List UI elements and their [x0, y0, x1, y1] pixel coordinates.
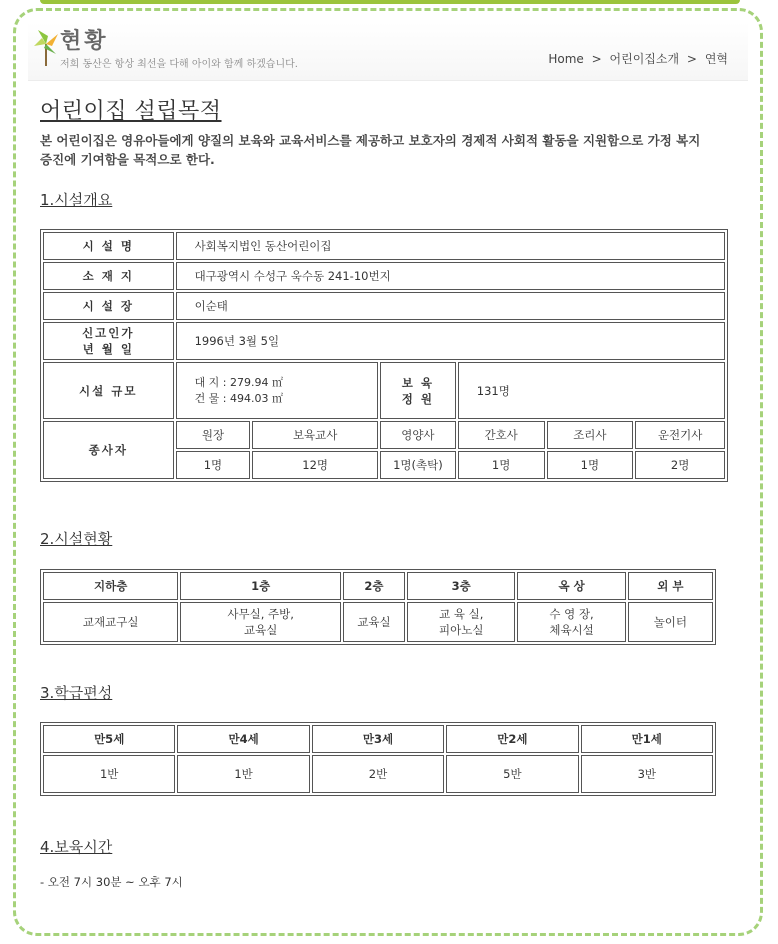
header-subtitle: 저희 동산은 항상 최선을 다해 아이와 함께 하겠습니다.	[60, 59, 298, 70]
address-value: 대구광역시 수성구 욱수동 241-10번지	[176, 262, 725, 290]
size-label: 시설 규모	[43, 362, 174, 419]
capacity-label-line-2: 정 원	[401, 391, 434, 406]
intro-line-1: 본 어린이집은 영유아들에게 양질의 보육와 교육서비스를 제공하고 보호자의 경제적 사회적 활동을 지원함으로 가정 복지	[40, 133, 701, 148]
table-row	[43, 572, 713, 600]
table-row	[43, 322, 725, 360]
pinwheel-icon	[34, 26, 60, 66]
facility-header: 외 부	[628, 572, 713, 600]
breadcrumb-about[interactable]: 어린이집소개	[609, 52, 680, 66]
facility-text: 사무실, 주방,	[227, 607, 294, 621]
table-row	[43, 725, 713, 753]
facility-cell	[517, 602, 625, 642]
date-label	[43, 322, 174, 360]
table-row	[43, 232, 725, 260]
facility-text: 교 육 실,	[439, 607, 484, 621]
date-label-line-1: 신고인가	[82, 326, 135, 340]
name-value: 사회복지법인 동산어린이집	[176, 232, 725, 260]
breadcrumb-home[interactable]: Home	[548, 52, 584, 66]
facility-header: 3층	[407, 572, 515, 600]
land-area: 대 지 : 279.94 ㎡	[194, 375, 283, 389]
classes-table	[40, 722, 716, 796]
staff-count: 1명	[458, 451, 545, 479]
facility-text: 교육실	[357, 615, 391, 629]
facility-header: 2층	[343, 572, 405, 600]
facility-header: 옥 상	[517, 572, 625, 600]
capacity-value: 131명	[458, 362, 725, 419]
section-title-facilities: 2.시설현황	[40, 530, 113, 548]
breadcrumb	[546, 50, 730, 67]
class-header: 만1세	[581, 725, 713, 753]
intro-text	[40, 131, 720, 169]
intro-line-2: 증진에 기여함을 목적으로 한다.	[40, 152, 215, 167]
staff-role: 영양사	[380, 421, 456, 449]
staff-role: 조리사	[547, 421, 634, 449]
facility-text: 수 영 장,	[549, 607, 594, 621]
address-label: 소 재 지	[43, 262, 174, 290]
director-label: 시 설 장	[43, 292, 174, 320]
facility-text: 놀이터	[653, 615, 688, 629]
table-row	[43, 362, 725, 419]
staff-count: 1명	[176, 451, 251, 479]
facility-text: 피아노실	[439, 623, 484, 637]
capacity-label-line-1: 보 육	[401, 375, 434, 390]
facility-cell	[43, 602, 178, 642]
hours-text: - 오전 7시 30분 ~ 오후 7시	[40, 875, 183, 889]
page-title: 어린이집 설립목적	[40, 99, 222, 124]
table-row	[43, 292, 725, 320]
table-row	[43, 755, 713, 793]
staff-role: 운전기사	[635, 421, 725, 449]
director-value: 이순태	[176, 292, 725, 320]
date-value: 1996년 3월 5일	[176, 322, 725, 360]
name-label: 시 설 명	[43, 232, 174, 260]
header-title: 현황	[60, 29, 109, 54]
breadcrumb-history[interactable]: 연혁	[704, 52, 728, 66]
table-row	[43, 262, 725, 290]
class-count: 2반	[312, 755, 444, 793]
class-header: 만3세	[312, 725, 444, 753]
facilities-table	[40, 569, 716, 645]
staff-label: 종사자	[43, 421, 174, 479]
staff-role: 간호사	[458, 421, 545, 449]
table-row	[43, 421, 725, 449]
class-header: 만5세	[43, 725, 175, 753]
staff-count: 1명	[547, 451, 634, 479]
chevron-right-icon: >	[686, 52, 697, 66]
staff-role: 보육교사	[252, 421, 378, 449]
overview-table	[40, 229, 728, 482]
staff-role: 원장	[176, 421, 251, 449]
page-header	[28, 22, 748, 81]
section-title-classes: 3.학급편성	[40, 684, 113, 702]
class-header: 만2세	[446, 725, 578, 753]
facility-cell	[628, 602, 713, 642]
class-count: 1반	[43, 755, 175, 793]
facility-cell	[407, 602, 515, 642]
top-accent-bar	[40, 0, 740, 4]
chevron-right-icon: >	[591, 52, 602, 66]
section-title-hours: 4.보육시간	[40, 838, 113, 856]
class-count: 3반	[581, 755, 713, 793]
date-label-line-2: 년 월 일	[82, 342, 134, 356]
staff-count: 1명(촉탁)	[380, 451, 456, 479]
facility-text: 체육시설	[549, 623, 594, 637]
facility-header: 지하층	[43, 572, 178, 600]
facility-cell	[180, 602, 340, 642]
facility-text: 교재교구실	[82, 615, 139, 629]
size-value	[176, 362, 378, 419]
capacity-label	[380, 362, 456, 419]
building-area: 건 물 : 494.03 ㎡	[194, 391, 283, 405]
facility-text: 교육실	[243, 623, 278, 637]
table-row	[43, 602, 713, 642]
facility-cell	[343, 602, 405, 642]
section-title-overview: 1.시설개요	[40, 191, 113, 209]
staff-count: 12명	[252, 451, 378, 479]
class-header: 만4세	[177, 725, 309, 753]
facility-header: 1층	[180, 572, 340, 600]
class-count: 1반	[177, 755, 309, 793]
staff-count: 2명	[635, 451, 725, 479]
class-count: 5반	[446, 755, 578, 793]
